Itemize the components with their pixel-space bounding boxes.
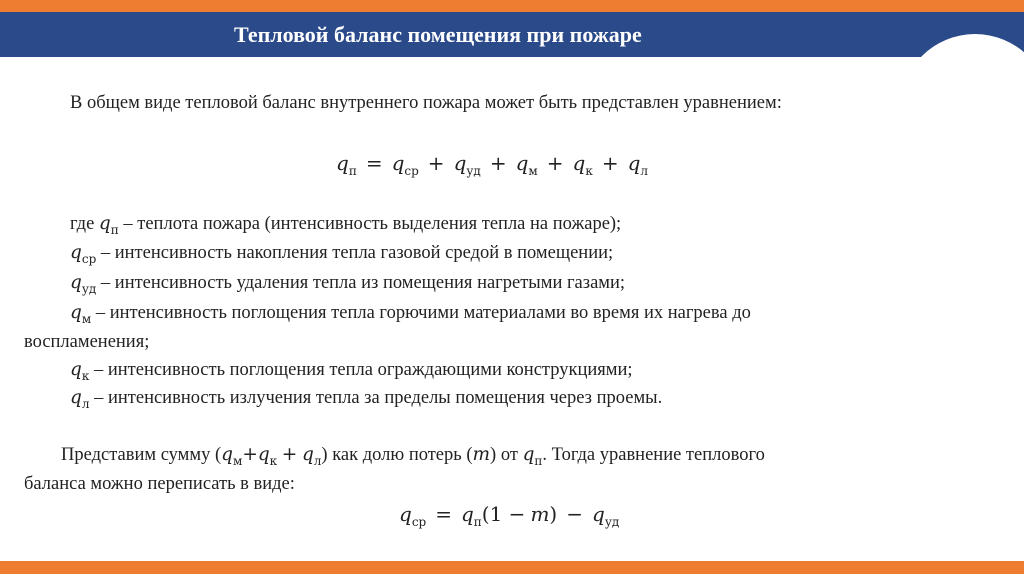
definition-q-l: $q_л$ – интенсивность излучения тепла за пределы помещения через проемы. [70,387,663,411]
definition-q-ud: $q_{уд}$ – интенсивность удаления тепла из помещения нагретыми газами; [70,272,626,296]
heat-balance-equation: $q_п = q_{ср} + q_{уд} + q_м + q_к + q_л$ [336,151,649,178]
intro-text: В общем виде тепловой баланс внутреннего пожара может быть представлен уравнением: [70,93,782,113]
bottom-accent-stripe [0,561,1024,574]
paragraph-line-2: баланса можно переписать в виде: [24,474,295,494]
paragraph-line-1: Представим сумму $(q_м+q_к + q_л)$ как долю потерь (m) от $q_п$. Тогда уравнение теплового [61,444,765,468]
decorative-corner-arc [900,34,1024,57]
rewritten-balance-equation: $q_{ср} = q_п(1 - m) - q_{уд}$ [399,502,620,529]
definition-q-k: $q_к$ – интенсивность поглощения тепла ограждающими конструкциями; [70,359,633,383]
definition-q-cp: $q_{ср}$ – интенсивность накопления тепла газовой средой в помещении; [70,242,614,266]
definition-q-p: где $q_п$ – теплота пожара (интенсивность выделения тепла на пожаре); [70,213,622,237]
slide-title: Тепловой баланс помещения при пожаре [234,22,642,47]
top-accent-stripe [0,0,1024,12]
definition-q-m: $q_м$ – интенсивность поглощения тепла горючими материалами во время их нагрева до [70,302,751,326]
title-bar [0,12,1024,57]
definition-q-m-continued: воспламенения; [24,332,150,352]
